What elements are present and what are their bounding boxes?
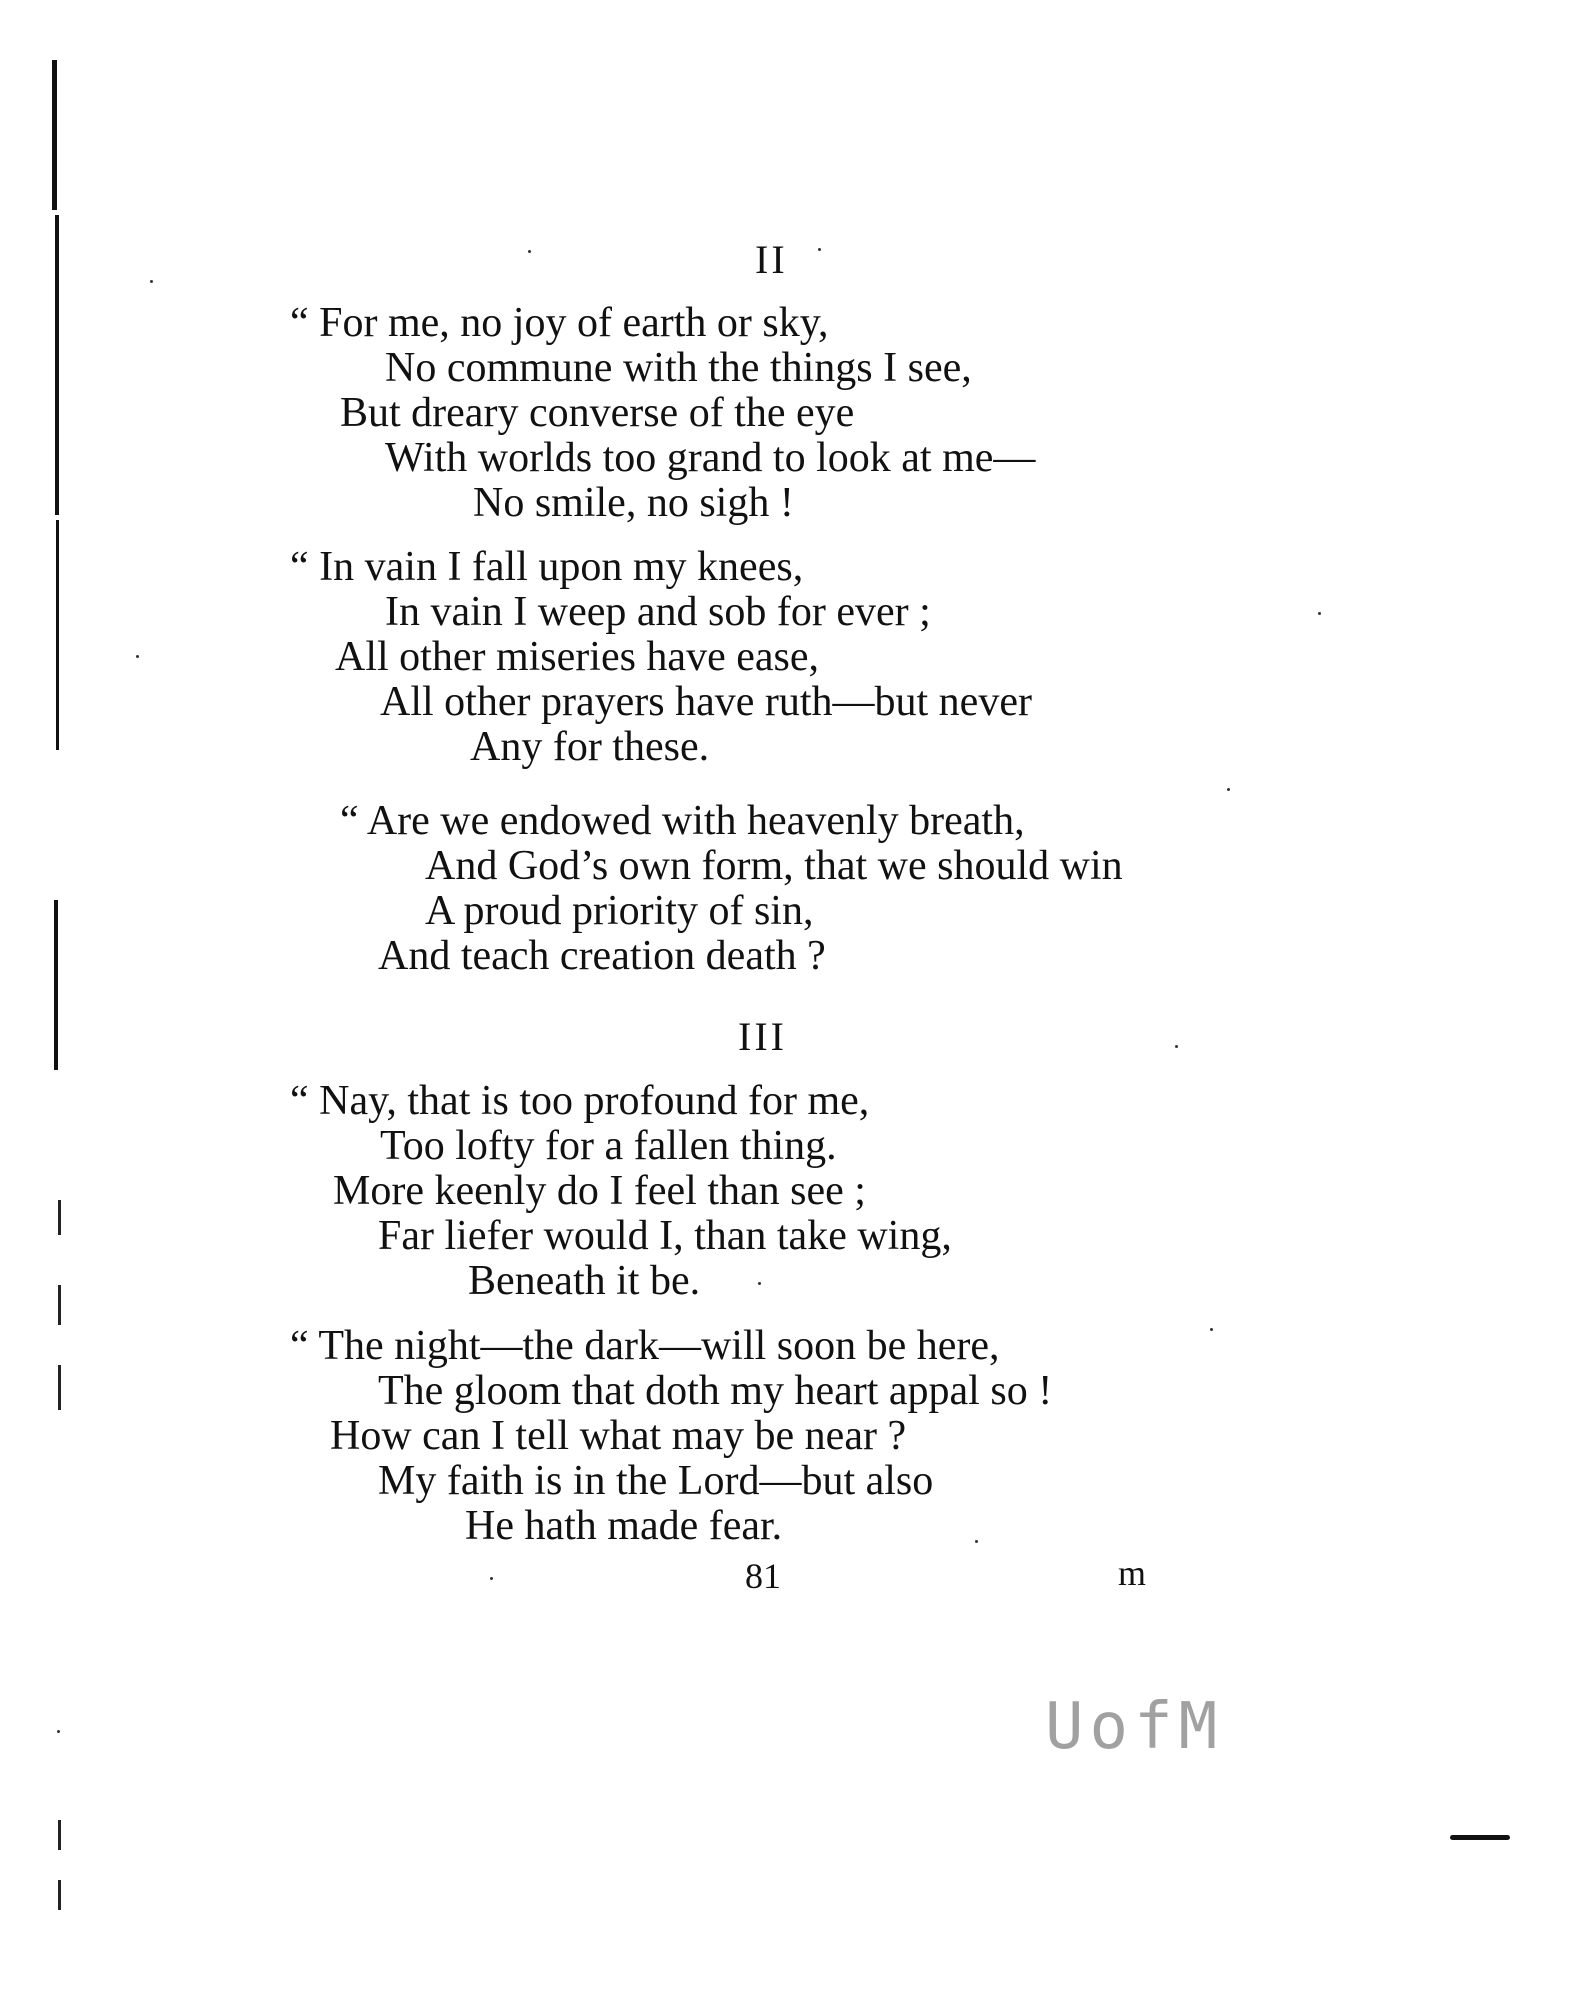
poem-line: No commune with the things I see, <box>385 345 972 391</box>
poem-line: A proud priority of sin, <box>425 888 814 934</box>
poem-line: The gloom that doth my heart appal so ! <box>378 1368 1053 1414</box>
poem-line: “ Nay, that is too profound for me, <box>290 1078 870 1124</box>
binding-edge-line <box>55 215 59 515</box>
scan-speck <box>150 280 153 283</box>
poem-line: No smile, no sigh ! <box>473 480 794 526</box>
scan-speck <box>1227 788 1230 791</box>
poem-line: “ The night—the dark—will soon be here, <box>290 1323 1000 1369</box>
scan-speck <box>136 655 139 658</box>
scan-speck <box>818 248 821 251</box>
library-perforation-stamp: UofM <box>1045 1690 1224 1764</box>
binding-edge-line <box>52 60 57 210</box>
poem-line: My faith is in the Lord—but also <box>378 1458 934 1504</box>
scan-speck <box>1318 612 1321 615</box>
binding-edge-line <box>56 520 59 750</box>
scan-speck <box>1175 1045 1178 1048</box>
scan-speck <box>490 1577 493 1580</box>
binding-edge-mark <box>58 1880 61 1910</box>
poem-line: And teach creation death ? <box>378 933 826 979</box>
scan-speck <box>528 250 531 253</box>
scan-dash-mark <box>1450 1835 1510 1840</box>
poem-line: Any for these. <box>470 724 710 770</box>
section-heading-iii: III <box>738 1014 787 1059</box>
binding-edge-line <box>54 900 58 1070</box>
page-number: 81 <box>745 1556 781 1596</box>
poem-line: More keenly do I feel than see ; <box>333 1168 866 1214</box>
poem-line: Far liefer would I, than take wing, <box>378 1213 952 1259</box>
poem-line: Beneath it be. <box>468 1258 701 1304</box>
poem-line: Too lofty for a fallen thing. <box>380 1123 837 1169</box>
binding-edge-mark <box>58 1285 61 1325</box>
scan-speck <box>57 1730 60 1733</box>
scan-speck <box>975 1540 978 1543</box>
poem-line: All other miseries have ease, <box>335 634 819 680</box>
poem-line: “ For me, no joy of earth or sky, <box>290 300 829 346</box>
section-heading-ii: II <box>755 237 788 282</box>
poem-line: “ Are we endowed with heavenly breath, <box>340 798 1025 844</box>
poem-line: “ In vain I fall upon my knees, <box>290 544 804 590</box>
poem-line: In vain I weep and sob for ever ; <box>385 589 931 635</box>
signature-mark: m <box>1118 1553 1147 1593</box>
poem-line: With worlds too grand to look at me— <box>385 435 1036 481</box>
binding-edge-mark <box>58 1820 61 1850</box>
poem-line: He hath made fear. <box>465 1503 783 1549</box>
scan-speck <box>1210 1328 1213 1331</box>
poem-line: All other prayers have ruth—but never <box>380 679 1032 725</box>
poem-line: And God’s own form, that we should win <box>425 843 1123 889</box>
binding-edge-mark <box>58 1200 61 1235</box>
poem-line: How can I tell what may be near ? <box>330 1413 907 1459</box>
scan-speck <box>758 1282 761 1285</box>
binding-edge-mark <box>58 1365 61 1410</box>
poem-line: But dreary converse of the eye <box>340 390 855 436</box>
